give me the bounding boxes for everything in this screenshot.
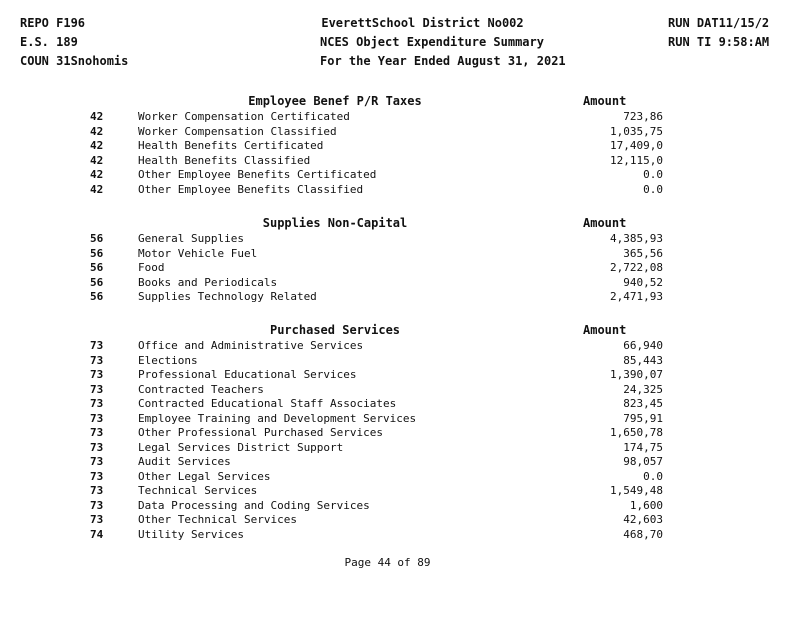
table-row (0, 397, 800, 412)
section-title: Purchased Services (269, 323, 401, 337)
account-amount: 1,035,75 (610, 124, 663, 138)
district-name: EverettSchool District No002 (321, 16, 524, 30)
account-description: Contracted Teachers (138, 382, 264, 396)
table-row (0, 261, 800, 276)
table-row (0, 354, 800, 369)
run-time: RUN TI 9:58:AM (668, 35, 770, 49)
account-description: Books and Periodicals (138, 275, 278, 289)
amount-column-header: Amount (583, 94, 627, 108)
section-purchased-services (0, 323, 800, 542)
section-header (0, 94, 800, 110)
account-description: Supplies Technology Related (138, 290, 317, 303)
table-row (0, 290, 800, 305)
account-amount: 85,443 (623, 353, 663, 367)
account-code: 73 (90, 513, 104, 526)
table-row (0, 528, 800, 543)
table-row (0, 513, 800, 528)
account-description: Health Benefits Certificated (138, 139, 324, 152)
section-supplies (0, 216, 800, 305)
account-code: 56 (90, 246, 104, 260)
account-description: Motor Vehicle Fuel (138, 246, 258, 260)
account-amount: 2,722,08 (610, 261, 663, 274)
account-description: Other Legal Services (138, 469, 271, 483)
es-number: E.S. 189 (20, 35, 78, 49)
account-amount: 1,390,07 (610, 368, 663, 381)
account-amount: 365,56 (623, 246, 663, 260)
account-code: 73 (90, 455, 104, 468)
table-row (0, 154, 800, 169)
fiscal-period: For the Year Ended August 31, 2021 (320, 54, 566, 68)
section-header (0, 323, 800, 339)
account-amount: 0.0 (643, 469, 663, 483)
section-header (0, 216, 800, 232)
account-code: 73 (90, 397, 104, 410)
section-employee-benefits (0, 94, 800, 197)
account-code: 73 (90, 368, 104, 381)
account-amount: 723,86 (623, 110, 663, 123)
table-row (0, 441, 800, 456)
account-code: 73 (90, 353, 104, 367)
account-description: Other Professional Purchased Services (138, 426, 384, 439)
table-row (0, 484, 800, 499)
account-code: 56 (90, 232, 104, 245)
account-amount: 1,650,78 (610, 426, 663, 439)
section-title: Employee Benef P/R Taxes (248, 94, 422, 108)
account-amount: 42,603 (623, 513, 663, 526)
account-description: Worker Compensation Classified (138, 124, 337, 138)
account-description: Other Technical Services (138, 513, 297, 526)
account-description: General Supplies (138, 232, 244, 245)
account-amount: 24,325 (623, 382, 663, 396)
table-row (0, 247, 800, 262)
run-date: RUN DAT11/15/2 (668, 16, 770, 30)
report-id: REPO F196 (20, 16, 86, 30)
account-description: Utility Services (138, 527, 244, 541)
amount-column-header: Amount (583, 323, 627, 337)
account-amount: 2,471,93 (610, 290, 663, 303)
account-code: 73 (90, 469, 104, 483)
county: COUN 31Snohomis (20, 54, 129, 68)
account-description: Contracted Educational Staff Associates (138, 397, 397, 410)
page-number: Page 44 of 89 (344, 556, 431, 569)
account-description: Worker Compensation Certificated (138, 110, 350, 123)
account-amount: 823,45 (623, 397, 663, 410)
account-code: 73 (90, 411, 104, 425)
account-description: Elections (138, 353, 198, 367)
amount-column-header: Amount (583, 216, 627, 230)
account-code: 73 (90, 440, 104, 454)
account-amount: 98,057 (623, 455, 663, 468)
account-amount: 0.0 (643, 168, 663, 181)
table-row (0, 412, 800, 427)
account-code: 56 (90, 275, 104, 289)
account-description: Technical Services (138, 484, 258, 497)
table-row (0, 339, 800, 354)
table-row (0, 455, 800, 470)
account-description: Health Benefits Classified (138, 153, 311, 167)
account-amount: 468,70 (623, 527, 663, 541)
section-title: Supplies Non-Capital (262, 216, 408, 230)
account-amount: 1,600 (629, 498, 663, 512)
account-description: Employee Training and Development Services (138, 411, 417, 425)
account-code: 73 (90, 382, 104, 396)
account-code: 42 (90, 153, 104, 167)
account-description: Audit Services (138, 455, 231, 468)
account-description: Food (138, 261, 165, 274)
account-code: 56 (90, 290, 104, 303)
table-row (0, 183, 800, 198)
account-description: Professional Educational Services (138, 368, 357, 381)
account-code: 73 (90, 339, 104, 352)
account-code: 73 (90, 484, 104, 497)
account-amount: 174,75 (623, 440, 663, 454)
account-code: 42 (90, 110, 104, 123)
account-description: Other Employee Benefits Certificated (138, 168, 377, 181)
table-row (0, 470, 800, 485)
account-code: 73 (90, 498, 104, 512)
account-amount: 940,52 (623, 275, 663, 289)
table-row (0, 125, 800, 140)
account-code: 56 (90, 261, 104, 274)
account-amount: 17,409,0 (610, 139, 663, 152)
account-amount: 0.0 (643, 182, 663, 196)
table-row (0, 276, 800, 291)
account-description: Other Employee Benefits Classified (138, 182, 364, 196)
account-description: Legal Services District Support (138, 440, 344, 454)
report-title: NCES Object Expenditure Summary (320, 35, 544, 49)
account-description: Data Processing and Coding Services (138, 498, 370, 512)
table-row (0, 383, 800, 398)
table-row (0, 426, 800, 441)
account-amount: 12,115,0 (610, 153, 663, 167)
table-row (0, 499, 800, 514)
account-amount: 1,549,48 (610, 484, 663, 497)
table-row (0, 139, 800, 154)
account-code: 42 (90, 124, 104, 138)
account-code: 74 (90, 527, 104, 541)
account-amount: 66,940 (623, 339, 663, 352)
account-code: 73 (90, 426, 104, 439)
account-amount: 795,91 (623, 411, 663, 425)
table-row (0, 232, 800, 247)
account-code: 42 (90, 182, 104, 196)
account-description: Office and Administrative Services (138, 339, 364, 352)
account-amount: 4,385,93 (610, 232, 663, 245)
table-row (0, 168, 800, 183)
account-code: 42 (90, 168, 104, 181)
table-row (0, 110, 800, 125)
table-row (0, 368, 800, 383)
account-code: 42 (90, 139, 104, 152)
